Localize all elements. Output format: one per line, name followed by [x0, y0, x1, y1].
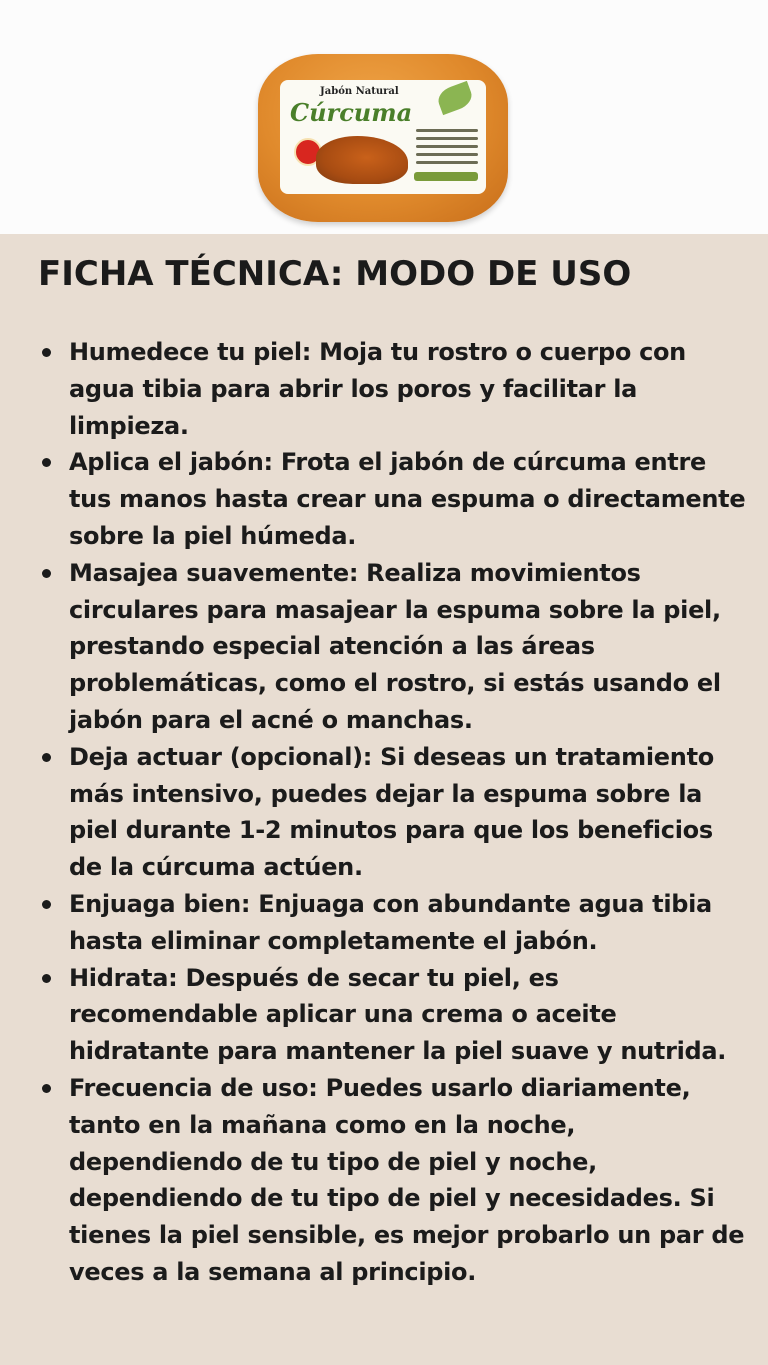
list-item: Humedece tu piel: Moja tu rostro o cuerpo con agua tibia para abrir los poros y facilitar la limpieza. [38, 334, 750, 444]
leaf-icon [435, 81, 475, 115]
turmeric-powder-image [316, 136, 408, 184]
label-fine-print [416, 124, 478, 169]
list-item: Aplica el jabón: Frota el jabón de cúrcuma entre tus manos hasta crear una espuma o directamente sobre la piel húmeda. [38, 444, 750, 554]
list-item: Hidrata: Después de secar tu piel, es recomendable aplicar una crema o aceite hidratante para mantener la piel suave y nutrida. [38, 960, 750, 1070]
soap-brand-text: Jabón Natural [320, 86, 399, 97]
product-image-area [0, 0, 768, 234]
turmeric-soap-image [258, 54, 508, 222]
usage-sheet [0, 234, 768, 1365]
soap-name-text: Cúrcuma [290, 98, 413, 127]
list-item: Enjuaga bien: Enjuaga con abundante agua tibia hasta eliminar completamente el jabón. [38, 886, 750, 960]
soap-label [280, 80, 486, 194]
label-badge [414, 172, 478, 181]
usage-steps-list [38, 334, 750, 1291]
list-item: Frecuencia de uso: Puedes usarlo diariamente, tanto en la mañana como en la noche, dependiendo de tu tipo de piel y noche, dependiendo de tu tipo de piel y necesidades. Si tienes la piel sensible, es mejor probarlo un par de veces a la semana al principio. [38, 1070, 750, 1291]
list-item: Deja actuar (opcional): Si deseas un tratamiento más intensivo, puedes dejar la espuma sobre la piel durante 1-2 minutos para que los beneficios de la cúrcuma actúen. [38, 739, 750, 886]
page-title: FICHA TÉCNICA: MODO DE USO [38, 254, 632, 294]
list-item: Masajea suavemente: Realiza movimientos circulares para masajear la espuma sobre la piel, prestando especial atención a las áreas problemáticas, como el rostro, si estás usando el jabón para el acné o manchas. [38, 555, 750, 739]
